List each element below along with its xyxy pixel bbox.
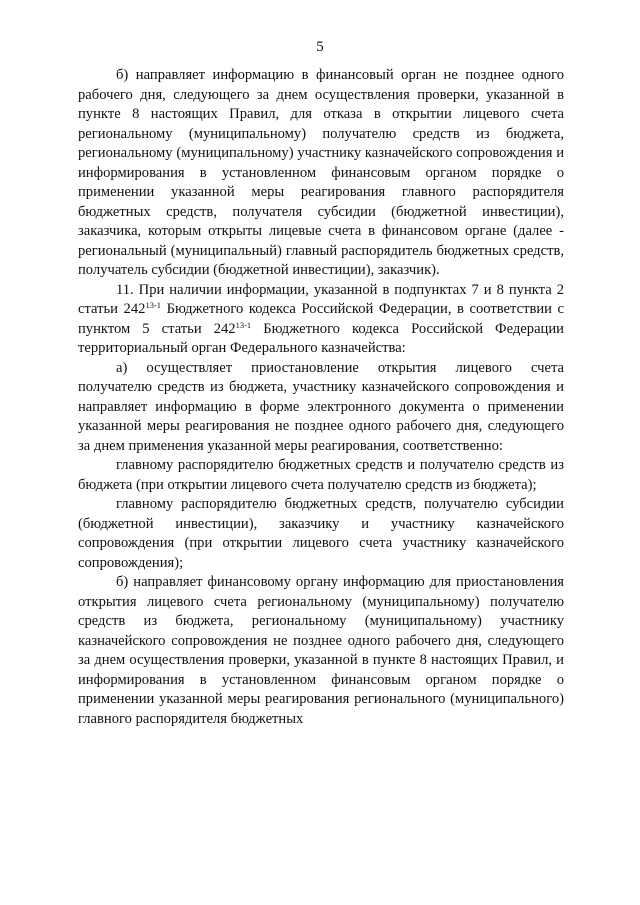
paragraph-main-distributor: главному распорядителю бюджетных средств и получателю средств из бюджета (при открытии лицевого счета получателю средств из бюджета); — [78, 457, 564, 493]
paragraph-b-finance-organ: б) направляет информацию в финансовый орган не позднее одного рабочего дня, следующего за днем осуществления проверки, указанной в пункте 8 настоящих Правил, для отказа в открытии лицевого счета региональному (муниципальному) получателю средств из бюджета, региональному (муниципальному) участнику казначейского сопровождения и информирования в установленном финансовым органом порядке о применении указанной меры реагирования главного распорядителя бюджетных средств, получателя субсидии (бюджетной инвестиции), заказчика, которым открыты лицевые счета в финансовом органе (далее - региональный (муниципальный) главный распорядитель бюджетных средств, получатель субсидии (бюджетной инвестиции), заказчик). — [78, 67, 564, 278]
article-superscript-2: 13-1 — [235, 319, 252, 330]
page-number: 5 — [316, 39, 324, 55]
paragraph-subsidy-recipient: главному распорядителю бюджетных средств, получателю субсидии (бюджетной инвестиции), заказчику и участнику казначейского сопровождения (при открытии лицевого счета участнику казначейского сопровождения); — [78, 496, 564, 571]
paragraph-11-part-2: Бюджетного кодекса Российской Федерации, в соответствии с пунктом 5 статьи 242 — [78, 301, 564, 337]
paragraph-11-part-1: 11. При наличии информации, указанной в подпунктах 7 и 8 пункта 2 статьи 242 — [78, 281, 564, 317]
paragraph-b-finance-organ-suspension: б) направляет финансовому органу информацию для приостановления открытия лицевого счета региональному (муниципальному) получателю средств из бюджета, региональному (муниципальному) участнику казначейского сопровождения не позднее одного рабочего дня, следующего за днем осуществления проверки, указанной в пункте 8 настоящих Правил, и информирования в установленном финансовым органом порядке о применении указанной меры реагирования регионального (муниципального) главного распорядителя бюджетных — [78, 574, 564, 727]
paragraph-11 — [78, 281, 564, 359]
article-superscript-1: 13-1 — [145, 300, 162, 310]
paragraph-11-part-3: Бюджетного кодекса Российской Федерации территориальный орган Федерального казначейства: — [78, 320, 564, 356]
paragraph-a-suspension: а) осуществляет приостановление открытия лицевого счета получателю средств из бюджета, участнику казначейского сопровождения и направляет информацию в форме электронного документа о применении указанной меры реагирования не позднее одного рабочего дня, следующего за днем применения указанной меры реагирования, соответственно: — [78, 359, 564, 454]
document-body — [78, 66, 564, 729]
